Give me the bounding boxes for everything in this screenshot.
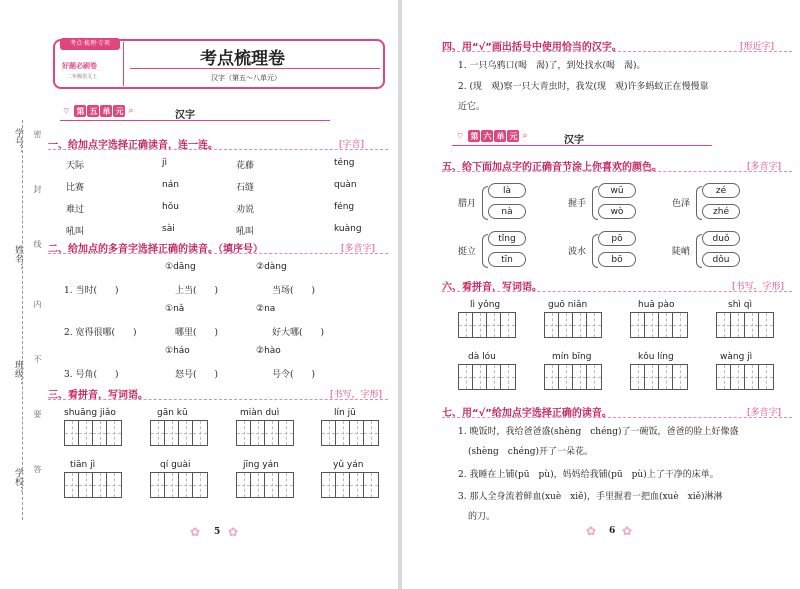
q1-word: 劝说 [236, 205, 255, 215]
q7-sentence[interactable]: (shèng chéng)开了一朵花。 [468, 447, 594, 457]
q7-sentence: 的刀。 [468, 512, 496, 522]
q5-word: 陡峭 [672, 247, 691, 257]
q4-rule [442, 51, 792, 52]
palm-icon: ✿ [586, 524, 597, 538]
q1-title: 一、给加点字选择正确读音，连一连。 [48, 140, 218, 151]
subtitle: 汉字（第五～八单元） [211, 74, 281, 82]
q3-title: 三、看拼音，写词语。 [48, 390, 148, 401]
wifi-icon: ⌔ [62, 106, 71, 117]
grade-label: 二年级语文上 [67, 74, 98, 80]
unit-rule-5 [60, 120, 330, 121]
page-number: 5 [214, 527, 221, 537]
q4-sentence[interactable]: 2. (现 观)察一只大青虫时，我发(现 观)许多蚂蚁正在慢慢靠 [458, 82, 709, 92]
syllable-cloud[interactable]: tīn [488, 252, 526, 267]
q2-item[interactable]: 哪里( ) [175, 328, 219, 338]
q5-title: 五、给下面加点字的正确音节涂上你喜欢的颜色。 [442, 162, 662, 173]
q3-pinyin: gān kū [157, 408, 188, 418]
left-page: 学号： 姓名： 班级： 学校： 密 封 线 内 不 要 答 考点·梳理·专项 好题必刷卷 二年级语文上 考点梳理卷 汉字（第五～八单元） ⌔ 第 五 单 元 ⌕ 汉字 一、给加点字选择正确读音，连一连。 [字音] 天际 比赛 难过 吼叫 jì nán hǒu sài 花藤 石缝 劝说 吼叫 téng quàn féng kuàng 二、给加点的多音字选择正确的读音。（填序号） [多音字] ①dāng ②dàng 1. 当时( ) 上当( ) 当场( ) ①nǎ ②na 2. 宽得很哪( ) 哪里( ) 好大哪( ) ①háo ②hào 3. 号角( ) 怒号( ) 号令( ) 三、看拼音，写词语。 [书写，字形] shuāng jiǎo gān kū miàn duì lín jū tiān jì qí guài jīng yán yǔ yán ✿ 5 ✿ [0, 0, 398, 589]
q3-tag: [书写，字形] [330, 390, 383, 400]
search-icon: ⌕ [128, 106, 134, 116]
q7-sentence[interactable]: 2. 我睡在上铺(pū pù)，妈妈给我铺(pū pù)上了干净的床单。 [458, 470, 719, 480]
q5-tag: [多音字] [747, 162, 782, 172]
q2-item[interactable]: 上当( ) [175, 286, 219, 296]
q6-pinyin: shì qì [728, 300, 752, 310]
syllable-cloud[interactable]: zé [702, 183, 740, 198]
unit-topic-5: 汉字 [175, 110, 195, 121]
q2-option: ①nǎ [165, 304, 185, 314]
q5-word: 握手 [568, 199, 587, 209]
writing-grid[interactable] [544, 364, 602, 390]
q6-pinyin: huā pào [638, 300, 675, 310]
writing-grid[interactable] [321, 420, 379, 446]
unit-rule-6 [452, 145, 712, 146]
q6-pinyin: lì yǒng [470, 300, 501, 310]
q3-pinyin: qí guài [160, 460, 191, 470]
writing-grid[interactable] [150, 472, 208, 498]
writing-grid[interactable] [630, 312, 688, 338]
writing-grid[interactable] [716, 364, 774, 390]
q3-pinyin: shuāng jiǎo [64, 408, 116, 418]
brand-name: 好题必刷卷 [62, 62, 97, 70]
writing-grid[interactable] [236, 420, 294, 446]
search-icon: ⌕ [522, 131, 528, 141]
q4-title: 四、用“√”画出括号中使用恰当的汉字。 [442, 42, 622, 53]
q7-rule [442, 417, 792, 418]
syllable-cloud[interactable]: là [488, 183, 526, 198]
q2-item[interactable]: 好大哪( ) [272, 328, 325, 338]
q7-sentence[interactable]: 3. 那人全身流着鲜血(xuè xiě)，手里握着一把血(xuè xiě)淋淋 [458, 492, 723, 502]
page-number: 6 [609, 526, 616, 536]
q4-sentence[interactable]: 1. 一只乌鸦口(喝 渴)了，到处找水(喝 渴)。 [458, 61, 646, 71]
q2-tag: [多音字] [341, 244, 376, 254]
q2-item[interactable]: 当场( ) [272, 286, 316, 296]
q3-pinyin: jīng yán [243, 460, 279, 470]
q2-title: 二、给加点的多音字选择正确的读音。（填序号） [48, 244, 263, 255]
q2-item[interactable]: 2. 宽得很哪( ) [64, 328, 137, 338]
q3-pinyin: yǔ yán [333, 460, 364, 470]
q6-title: 六、看拼音，写词语。 [442, 282, 542, 293]
unit-topic-6: 汉字 [564, 135, 584, 146]
q6-tag: [书写，字形] [732, 282, 785, 292]
palm-icon: ✿ [228, 525, 239, 539]
q1-pinyin[interactable]: kuàng [334, 224, 362, 234]
q1-word: 花藤 [236, 161, 255, 171]
q3-rule [48, 399, 388, 400]
q4-tag: [形近字] [740, 42, 775, 52]
q1-pinyin[interactable]: féng [334, 202, 355, 212]
q6-pinyin: guō niǎn [548, 300, 588, 310]
right-page [402, 0, 800, 589]
banji-label: 班级： [13, 360, 23, 387]
writing-grid[interactable] [630, 364, 688, 390]
writing-grid[interactable] [544, 312, 602, 338]
q1-pinyin[interactable]: téng [334, 158, 355, 168]
syllable-cloud[interactable]: bō [598, 252, 636, 267]
q1-word: 难过 [66, 205, 85, 215]
xingming-label: 姓名： [13, 245, 23, 272]
q1-word: 比赛 [66, 183, 85, 193]
unit-banner-6: ⌔ 第 六 单 元 ⌕ [456, 131, 528, 142]
palm-icon: ✿ [622, 524, 633, 538]
seal-line [22, 120, 23, 520]
q6-rule [442, 291, 792, 292]
q7-title: 七、用“√”给加点字选择正确的读音。 [442, 408, 612, 419]
q2-option: ②hào [256, 346, 281, 356]
writing-grid[interactable] [321, 472, 379, 498]
syllable-cloud[interactable]: pō [598, 231, 636, 246]
q1-word: 吼叫 [236, 227, 255, 237]
syllable-cloud[interactable]: nà [488, 204, 526, 219]
xuehao-label: 学号： [13, 128, 23, 155]
q5-word: 色泽 [672, 199, 691, 209]
header-divider [123, 42, 124, 86]
title-rule [130, 68, 380, 69]
q1-rule [48, 149, 388, 150]
q3-pinyin: lín jū [334, 408, 356, 418]
q2-option: ②na [256, 304, 276, 314]
syllable-cloud[interactable]: wò [598, 204, 636, 219]
writing-grid[interactable] [716, 312, 774, 338]
q6-pinyin: mín bīng [552, 352, 592, 362]
q6-pinyin: dà lóu [468, 352, 496, 362]
q2-option: ②dàng [256, 262, 287, 272]
q2-option: ①dāng [165, 262, 196, 272]
q2-option: ①háo [165, 346, 190, 356]
q7-tag: [多音字] [747, 408, 782, 418]
xuexiao-label: 学校： [13, 468, 23, 495]
writing-grid[interactable] [236, 472, 294, 498]
q2-rule [48, 253, 388, 254]
q2-item[interactable]: 1. 当时( ) [64, 286, 119, 296]
q1-word: 石缝 [236, 183, 255, 193]
page-title: 考点梳理卷 [200, 49, 285, 69]
writing-grid[interactable] [64, 420, 122, 446]
q5-word: 腊月 [458, 199, 477, 209]
q7-sentence[interactable]: 1. 晚饭时，我给爸爸盛(shèng chéng)了一碗饭，爸爸的脸上好像盛 [458, 427, 739, 437]
q2-item[interactable]: 怒号( ) [175, 370, 219, 380]
q1-word: 天际 [66, 161, 85, 171]
writing-grid[interactable] [458, 364, 516, 390]
palm-icon: ✿ [190, 525, 201, 539]
q1-pinyin[interactable]: quàn [334, 180, 357, 190]
q3-pinyin: miàn duì [240, 408, 280, 418]
wifi-icon: ⌔ [456, 131, 465, 142]
syllable-cloud[interactable]: wū [598, 183, 636, 198]
writing-grid[interactable] [458, 312, 516, 338]
q4-sentence: 近它。 [458, 102, 486, 112]
q1-pinyin[interactable]: nán [162, 180, 179, 190]
syllable-cloud[interactable]: zhé [702, 204, 740, 219]
q1-tag: [字音] [339, 140, 365, 150]
q3-pinyin: tiān jì [70, 460, 96, 470]
writing-grid[interactable] [150, 420, 208, 446]
syllable-cloud[interactable]: tǐng [488, 231, 526, 246]
writing-grid[interactable] [64, 472, 122, 498]
q1-word: 吼叫 [66, 227, 85, 237]
syllable-cloud[interactable]: duǒ [702, 231, 740, 246]
q6-pinyin: kǒu líng [638, 352, 674, 362]
q1-pinyin[interactable]: jì [162, 158, 168, 168]
syllable-cloud[interactable]: dǒu [702, 252, 740, 267]
q5-word: 波水 [568, 247, 587, 257]
q6-pinyin: wàng jì [720, 352, 753, 362]
q5-rule [442, 171, 792, 172]
q5-word: 挺立 [458, 247, 477, 257]
q2-item[interactable]: 号令( ) [272, 370, 316, 380]
q1-pinyin[interactable]: hǒu [162, 202, 179, 212]
q1-pinyin[interactable]: sài [162, 224, 175, 234]
q2-item[interactable]: 3. 号角( ) [64, 370, 119, 380]
unit-banner-5: ⌔ 第 五 单 元 ⌕ [62, 106, 134, 117]
header-badge: 考点·梳理·专项 [60, 38, 120, 50]
